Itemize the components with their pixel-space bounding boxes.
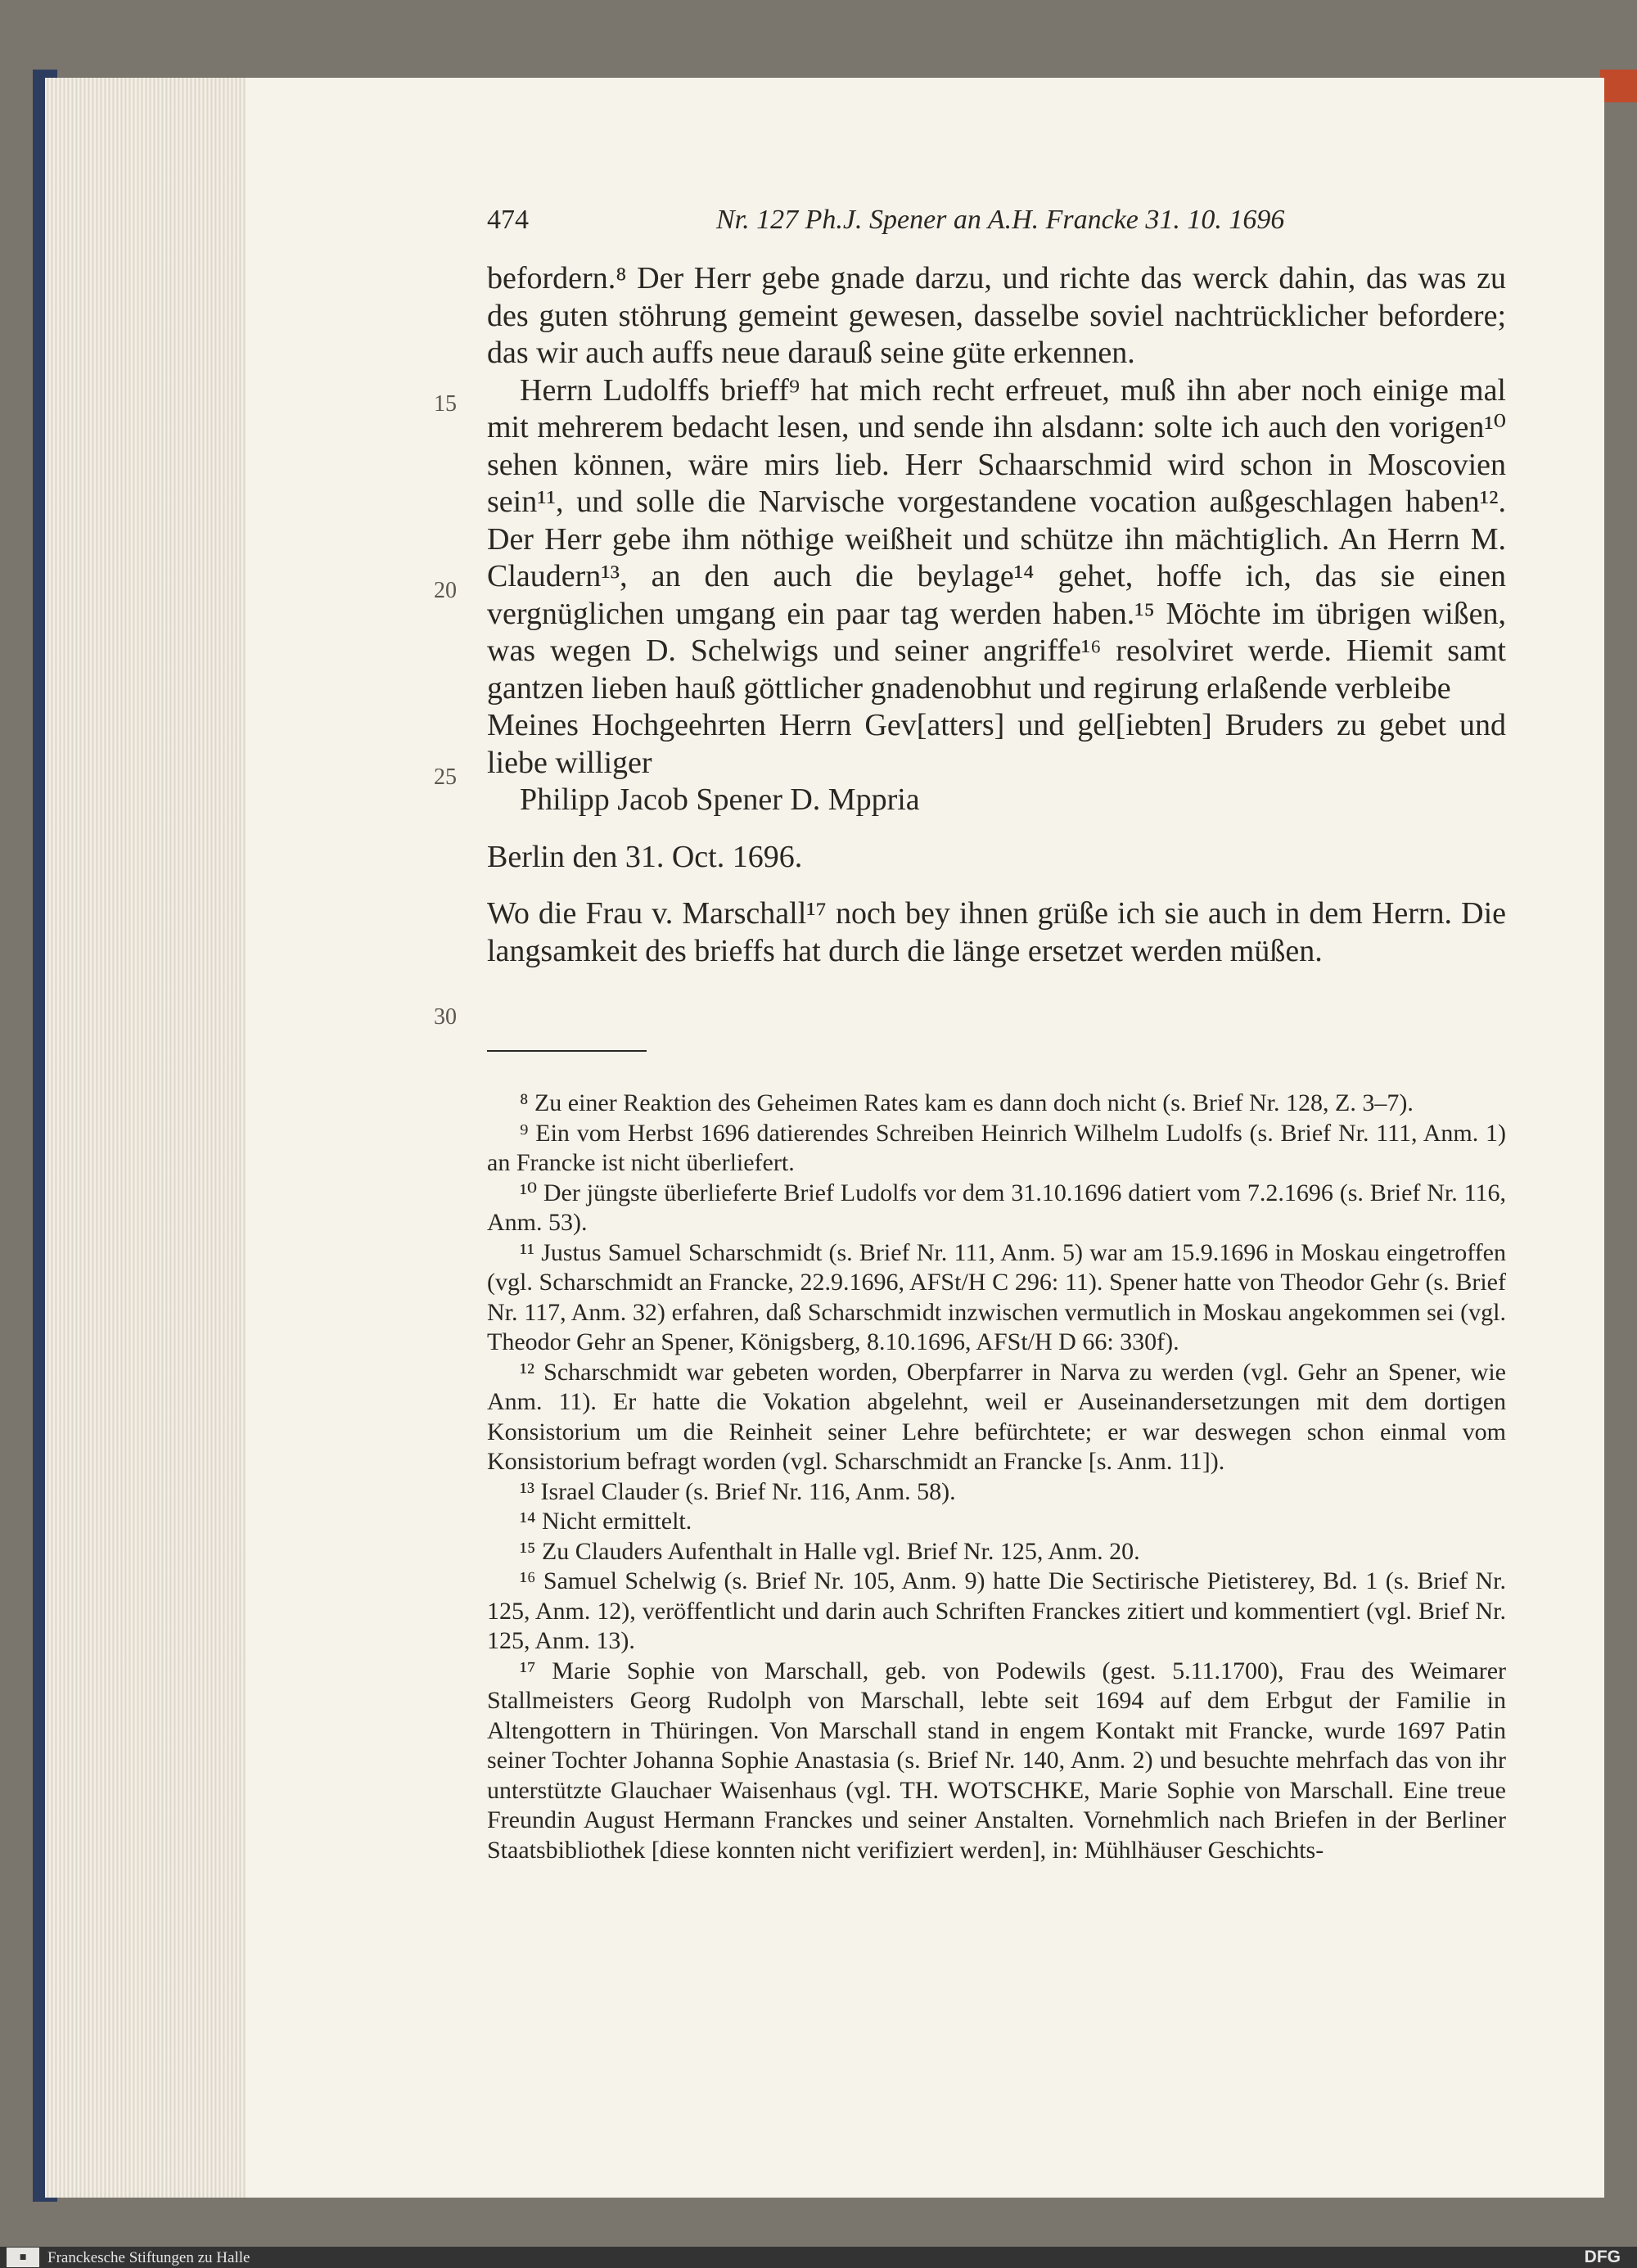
closing-formula: Meines Hochgeehrten Herrn Gev[atters] und gel[iebten] Bruders zu gebet und liebe williger bbox=[487, 708, 1506, 780]
footnote: ¹² Scharschmidt war gebeten worden, Oberpfarrer in Narva zu werden (vgl. Gehr an Spener, wie Anm. 11). Er hatte die Vokation abgelehnt, weil er Auseinandersetzungen mit dem dortigen Konsistorium um die Reinheit seiner Lehre befürchtete; er war deswegen schon einmal vom Konsistorium befragt worden (vgl. Scharschmidt an Francke [s. Anm. 11]). bbox=[487, 1358, 1506, 1475]
line-number: 20 bbox=[434, 578, 457, 603]
footnotes bbox=[487, 1089, 1506, 1865]
footer-institution: Franckesche Stiftungen zu Halle bbox=[47, 2249, 250, 2266]
line-number: 15 bbox=[434, 391, 457, 417]
footnote: ¹⁴ Nicht ermittelt. bbox=[520, 1508, 692, 1535]
footnote: ¹³ Israel Clauder (s. Brief Nr. 116, Anm. 58). bbox=[520, 1477, 956, 1505]
footnote: ⁹ Ein vom Herbst 1696 datierendes Schreiben Heinrich Wilhelm Ludolfs (s. Brief Nr. 111, Anm. 1) an Francke ist nicht überliefert. bbox=[487, 1119, 1506, 1176]
book-tab bbox=[1600, 70, 1637, 102]
signature: Philipp Jacob Spener D. Mppria bbox=[520, 782, 920, 817]
line-number: 25 bbox=[434, 764, 457, 790]
page-stack-edge bbox=[45, 78, 258, 2198]
page-number: 474 bbox=[487, 205, 529, 235]
institution-logo-icon: ■ bbox=[7, 2248, 39, 2267]
postscript: Wo die Frau v. Marschall¹⁷ noch bey ihnen grüße ich sie auch in dem Herrn. Die langsamkeit des brieffs hat durch die länge ersetzet werden müßen. bbox=[487, 896, 1506, 968]
footnote: ¹⁶ Samuel Schelwig (s. Brief Nr. 105, Anm. 9) hatte Die Sectirische Pietisterey, Bd. 1 (s. Brief Nr. 125, Anm. 12), veröffentlicht und darin auch Schriften Franckes zitiert und kommentiert (vgl. Brief Nr. 125, Anm. 13). bbox=[487, 1567, 1506, 1654]
running-header bbox=[487, 205, 1510, 242]
footnote: ⁸ Zu einer Reaktion des Geheimen Rates kam es dann doch nicht (s. Brief Nr. 128, Z. 3–7). bbox=[520, 1089, 1414, 1116]
body-paragraph: befordern.⁸ Der Herr gebe gnade darzu, und richte das werck dahin, das was zu des guten stöhrung gemeint gewesen, dasselbe soviel nachtrücklicher befordere; das wir auch auffs neue darauß seine güte erkennen. bbox=[487, 261, 1506, 370]
body-paragraph: Herrn Ludolffs brieff⁹ hat mich recht erfreuet, muß ihn aber noch einige mal mit mehrerem bedacht lesen, und sende ihn alsdann: solte ich auch den vorigen¹⁰ sehen können, wäre mirs lieb. Herr Schaarschmid wird schon in Moscovien sein¹¹, und solle die Narvische vorgestandene vocation außgeschlagen haben¹². Der Herr gebe ihm nöthige weißheit und schütze ihn mächtiglich. An Herrn M. Claudern¹³, an den auch die beylage¹⁴ gehet, hoffe ich, das sie einen vergnüglichen umgang ein paar tag werden haben.¹⁵ Möchte im übrigen wißen, was wegen D. Schelwigs und seiner angriffe¹⁶ resolviret werde. Hiemit samt gantzen lieben hauß göttlicher gnadenobhut und regirung erlaßende verbleibe bbox=[487, 372, 1506, 706]
line-number: 30 bbox=[434, 1004, 457, 1030]
footnote: ¹¹ Justus Samuel Scharschmidt (s. Brief Nr. 111, Anm. 5) war am 15.9.1696 in Moskau eingetroffen (vgl. Scharschmidt an Francke, 22.9.1696, AFSt/H C 296: 11). Spener hatte von Theodor Gehr (s. Brief Nr. 117, Anm. 32) erfahren, daß Scharschmidt inzwischen vermutlich in Moskau angekommen sei (vgl. Theodor Gehr an Spener, Königsberg, 8.10.1696, AFSt/H D 66: 330f). bbox=[487, 1238, 1506, 1355]
letter-body bbox=[487, 260, 1506, 970]
footer-dfg-logo: DFG bbox=[1584, 2248, 1621, 2266]
header-title: Nr. 127 Ph.J. Spener an A.H. Francke 31. 10. 1696 bbox=[716, 205, 1285, 235]
date-line: Berlin den 31. Oct. 1696. bbox=[487, 839, 803, 874]
footnote-rule bbox=[487, 1050, 647, 1052]
footnote: ¹⁵ Zu Clauders Aufenthalt in Halle vgl. Brief Nr. 125, Anm. 20. bbox=[520, 1537, 1140, 1565]
footnote: ¹⁷ Marie Sophie von Marschall, geb. von Podewils (gest. 5.11.1700), Frau des Weimarer Stallmeisters Georg Rudolph von Marschall, lebte seit 1694 auf dem Erbgut der Familie in Altengottern in Thüringen. Von Marschall stand in engem Kontakt mit Francke, wurde 1697 Patin seiner Tochter Johanna Sophie Anastasia (s. Brief Nr. 140, Anm. 2) und besuchte mehrfach das von ihr unterstützte Glauchaer Waisenhaus (vgl. TH. WOTSCHKE, Marie Sophie von Marschall. Eine treue Freundin August Hermann Franckes und seiner Anstalten. Vornehmlich nach Briefen in der Berliner Staatsbibliothek [diese konnten nicht verifiziert werden], in: Mühlhäuser Geschichts- bbox=[487, 1657, 1506, 1864]
footnote: ¹⁰ Der jüngste überlieferte Brief Ludolfs vor dem 31.10.1696 datiert vom 7.2.1696 (s. Brief Nr. 116, Anm. 53). bbox=[487, 1179, 1506, 1236]
